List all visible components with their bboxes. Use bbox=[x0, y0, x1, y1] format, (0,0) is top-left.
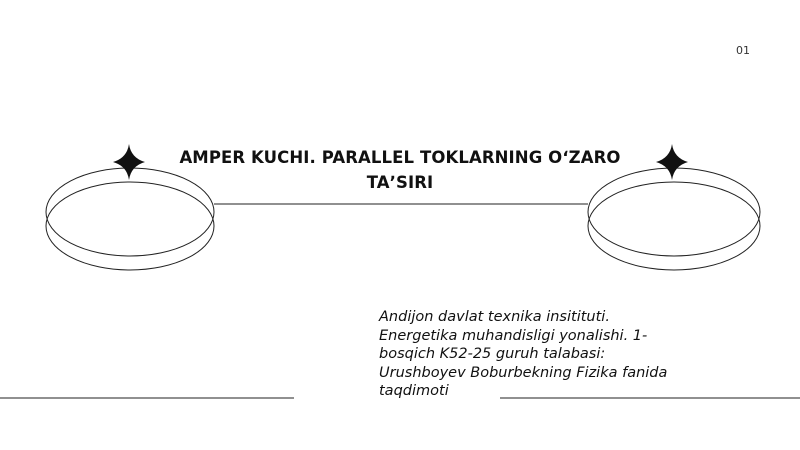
slide-subtitle: Andijon davlat texnika insitituti. Energetika muhandisligi yonalishi. 1-bosqich K52-25 guruh talabasi: Urushboyev Boburbekning Fizika fanida taqdimoti bbox=[379, 309, 668, 399]
right-star-icon bbox=[656, 144, 688, 180]
left-star-icon bbox=[113, 144, 145, 180]
slide-number: 01 bbox=[736, 44, 750, 57]
slide-title: AMPER KUCHI. PARALLEL TOKLARNING OʻZARO TAʼSIRI bbox=[179, 148, 621, 192]
